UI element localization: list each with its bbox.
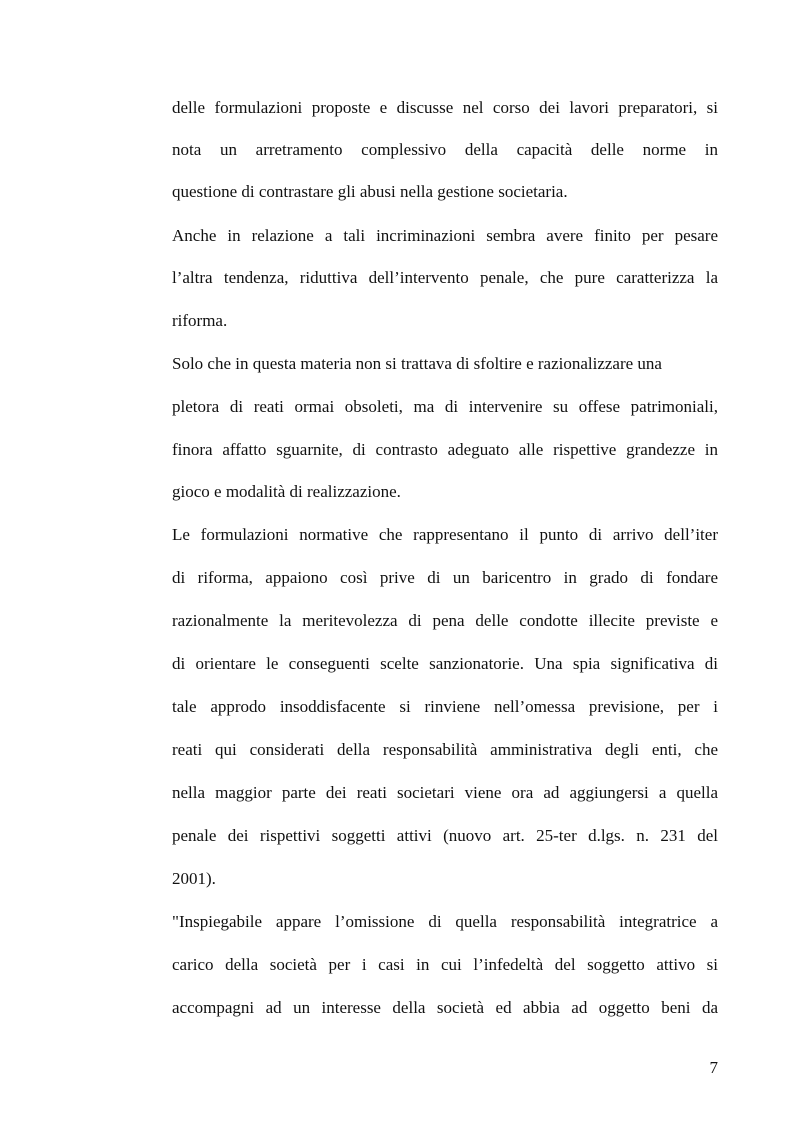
- text-line-2: nota un arretramento complessivo della capacità delle norme in: [172, 140, 718, 159]
- text-line-6: riforma.: [172, 311, 228, 330]
- text-line-7: Solo che in questa materia non si trattava di sfoltire e razionalizzare una: [172, 354, 662, 373]
- text-line-13: razionalmente la meritevolezza di pena delle condotte illecite previste e: [172, 611, 718, 630]
- text-line-20: "Inspiegabile appare l’omissione di quella responsabilità integratrice a: [172, 912, 718, 931]
- text-line-1: delle formulazioni proposte e discusse nel corso dei lavori preparatori, si: [172, 98, 718, 117]
- text-line-5: l’altra tendenza, riduttiva dell’intervento penale, che pure caratterizza la: [172, 268, 718, 287]
- text-line-9: finora affatto sguarnite, di contrasto adeguato alle rispettive grandezze in: [172, 440, 718, 459]
- text-line-10: gioco e modalità di realizzazione.: [172, 482, 401, 501]
- text-line-14: di orientare le conseguenti scelte sanzionatorie. Una spia significativa di: [172, 654, 718, 673]
- text-line-17: nella maggior parte dei reati societari viene ora ad aggiungersi a quella: [172, 783, 718, 802]
- text-line-12: di riforma, appaiono così prive di un baricentro in grado di fondare: [172, 568, 718, 587]
- text-line-21: carico della società per i casi in cui l’infedeltà del soggetto attivo si: [172, 955, 718, 974]
- text-line-8: pletora di reati ormai obsoleti, ma di intervenire su offese patrimoniali,: [172, 397, 718, 416]
- text-line-3: questione di contrastare gli abusi nella gestione societaria.: [172, 182, 568, 201]
- text-line-19: 2001).: [172, 869, 216, 888]
- text-line-15: tale approdo insoddisfacente si rinviene nell’omessa previsione, per i: [172, 697, 718, 716]
- text-line-4: Anche in relazione a tali incriminazioni sembra avere finito per pesare: [172, 226, 718, 245]
- text-line-11: Le formulazioni normative che rappresentano il punto di arrivo dell’iter: [172, 525, 718, 544]
- text-line-18: penale dei rispettivi soggetti attivi (nuovo art. 25-ter d.lgs. n. 231 del: [172, 826, 718, 845]
- text-line-22: accompagni ad un interesse della società ed abbia ad oggetto beni da: [172, 998, 718, 1017]
- text-line-16: reati qui considerati della responsabilità amministrativa degli enti, che: [172, 740, 718, 759]
- page-number: 7: [709, 1058, 718, 1077]
